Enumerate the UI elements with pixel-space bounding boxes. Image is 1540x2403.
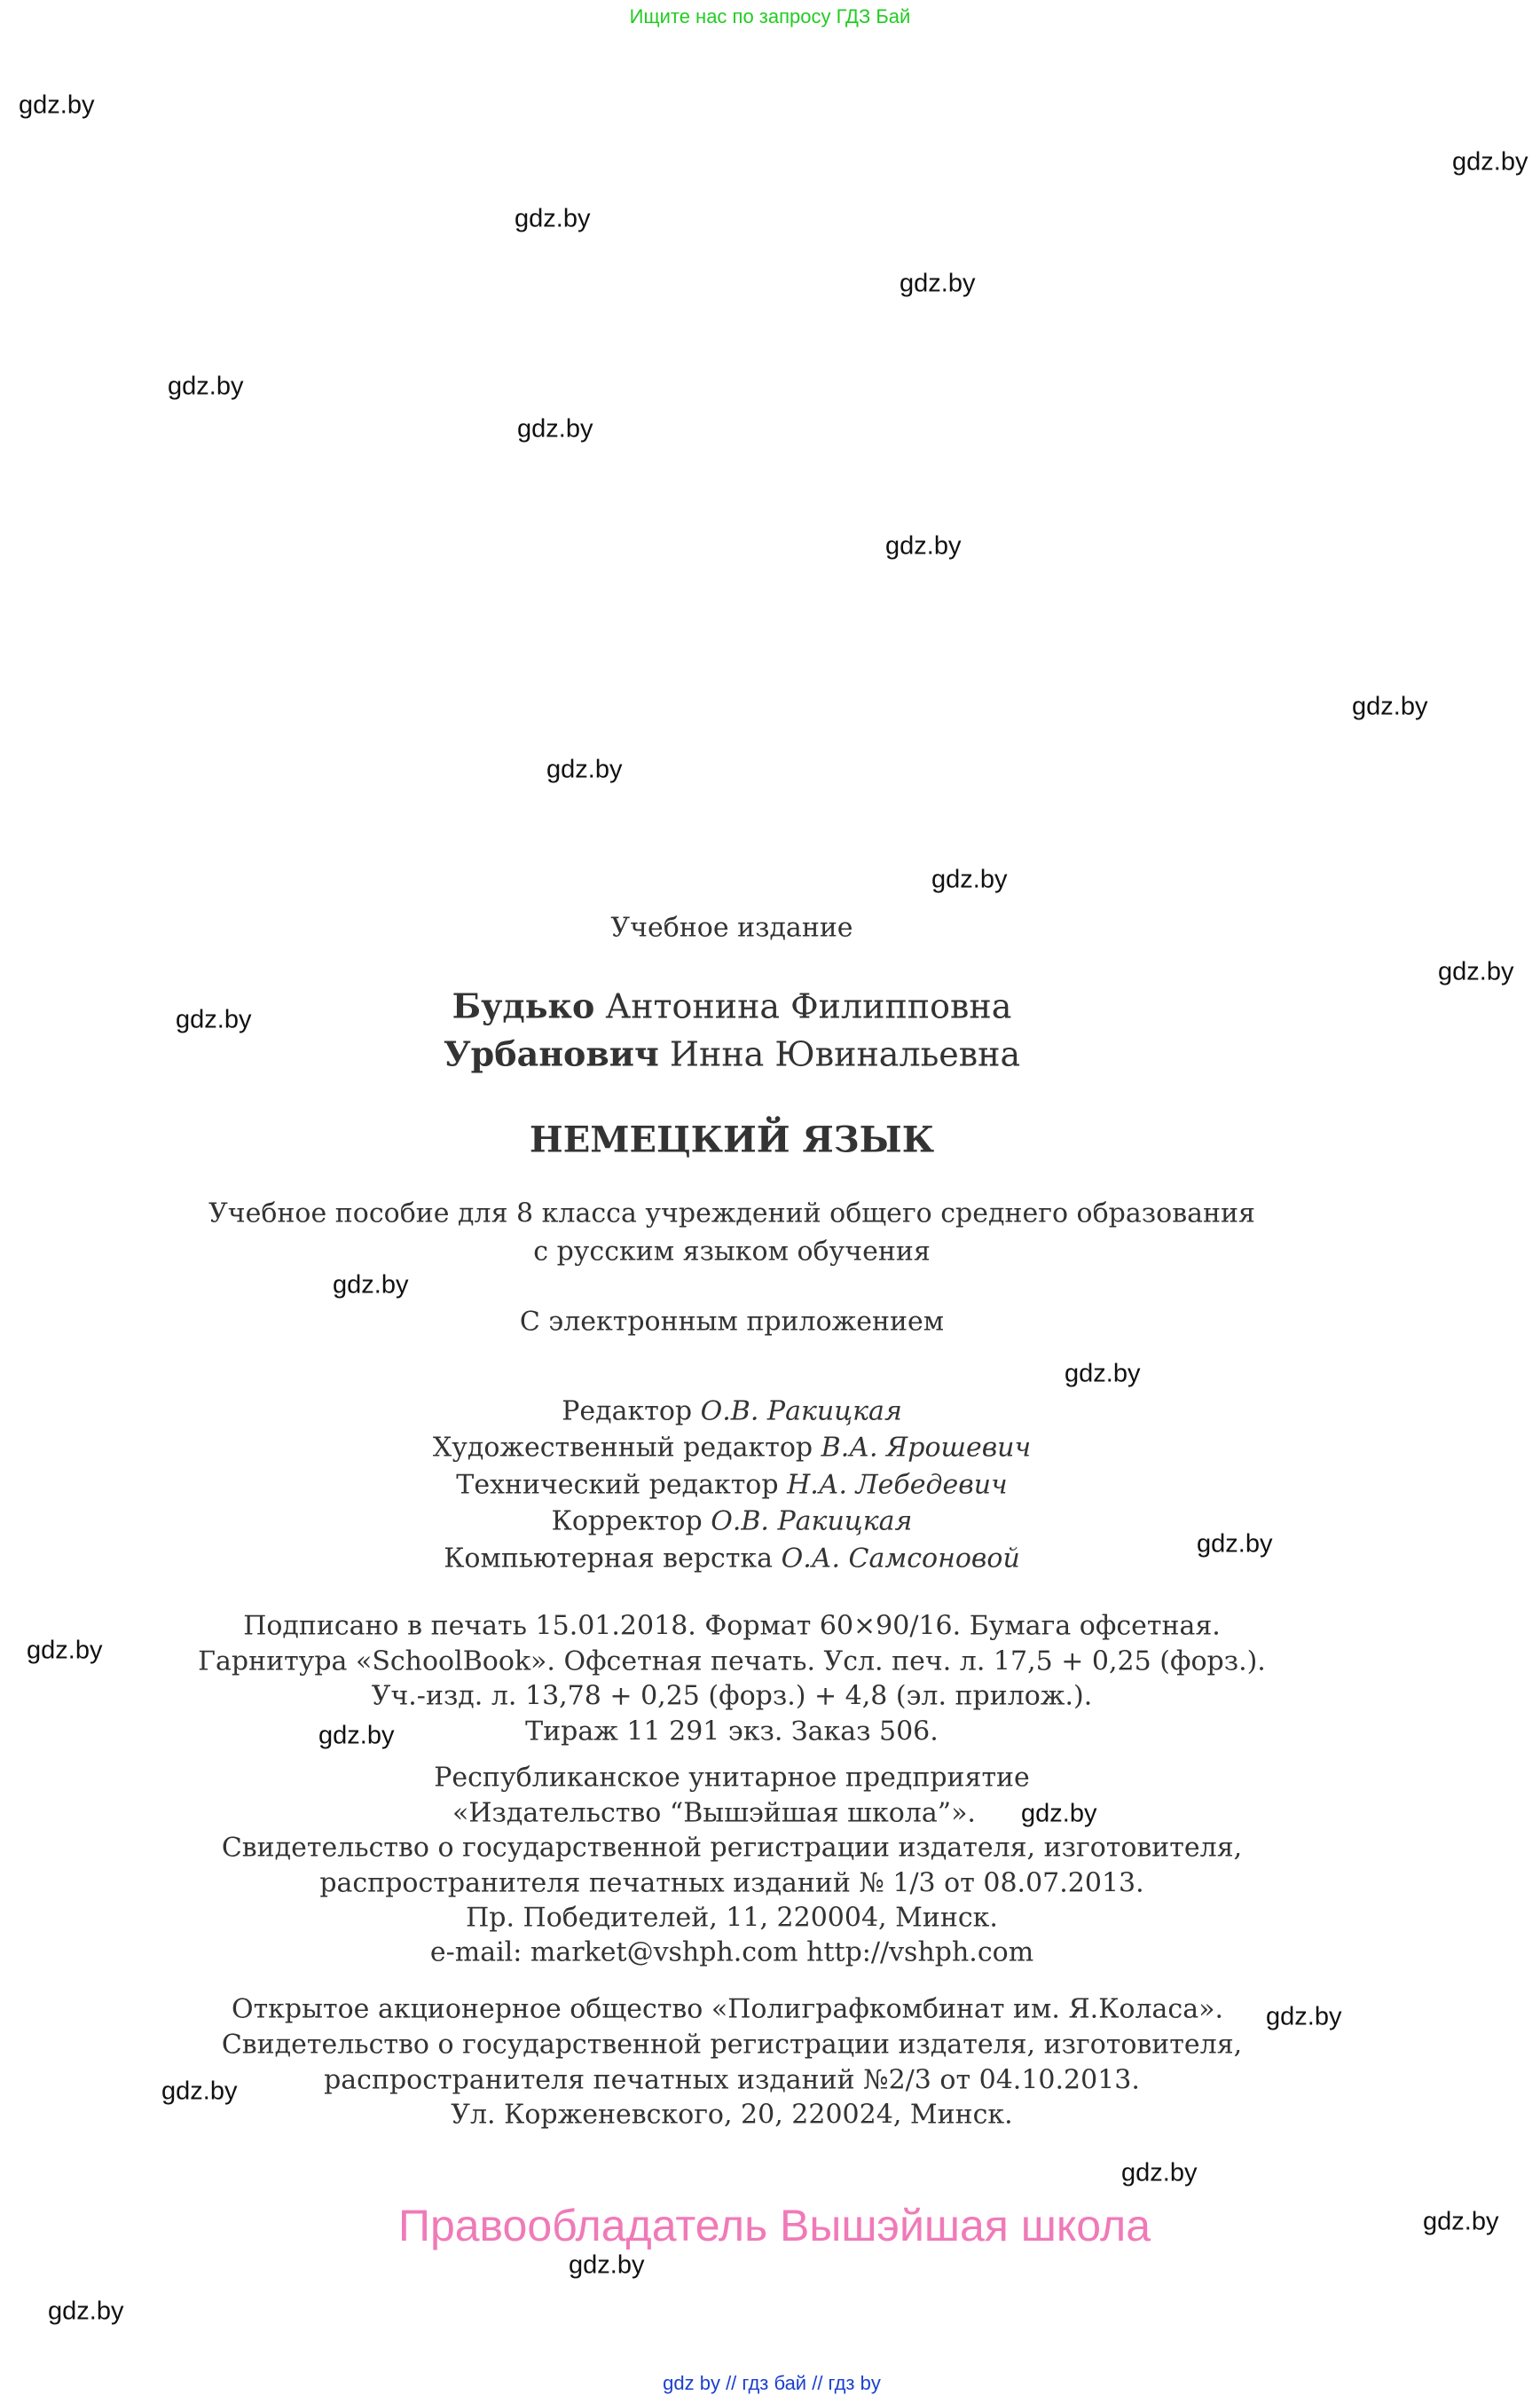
credit-role: Редактор	[562, 1395, 693, 1427]
author-2	[444, 1034, 1020, 1074]
author-surname: Будько	[452, 986, 595, 1026]
copyright-owner: Правообладатель Вышэйшая школа	[398, 2201, 1151, 2250]
watermark: gdz.by	[333, 1270, 409, 1300]
watermark: gdz.by	[27, 1636, 103, 1665]
watermark: gdz.by	[1352, 692, 1428, 721]
watermark: gdz.by	[1266, 2002, 1342, 2031]
printer-line: Свидетельство о государственной регистрации издателя, изготовителя,	[221, 2029, 1243, 2061]
publisher-line: Пр. Победителей, 11, 220004, Минск.	[466, 1902, 998, 1934]
print-info-line: Тираж 11 291 экз. Заказ 506.	[525, 1716, 939, 1747]
watermark: gdz.by	[48, 2297, 124, 2326]
credit-role: Корректор	[551, 1505, 703, 1537]
watermark: gdz.by	[1065, 1359, 1141, 1388]
printer-line: Ул. Корженевского, 20, 220024, Минск.	[451, 2099, 1013, 2131]
print-info-line: Уч.-изд. л. 13,78 + 0,25 (форз.) + 4,8 (эл. прилож.).	[371, 1680, 1093, 1712]
credit-person: О.А. Самсоновой	[781, 1543, 1020, 1575]
watermark: gdz.by	[1438, 957, 1514, 986]
credit-role: Художественный редактор	[432, 1432, 813, 1464]
watermark: gdz.by	[1021, 1799, 1097, 1828]
watermark: gdz.by	[176, 1005, 252, 1034]
watermark: gdz.by	[931, 865, 1008, 894]
watermark: gdz.by	[1121, 2158, 1198, 2187]
credit-line	[456, 1470, 1007, 1501]
watermark: gdz.by	[1452, 147, 1528, 177]
subtitle-line: с русским языком обучения	[533, 1236, 931, 1268]
credit-person: В.А. Ярошевич	[821, 1432, 1032, 1464]
publisher-line: распространителя печатных изданий № 1/3 от 08.07.2013.	[319, 1867, 1144, 1899]
watermark: gdz.by	[900, 269, 976, 298]
print-info-line: Подписано в печать 15.01.2018. Формат 60×90/16. Бумага офсетная.	[243, 1610, 1221, 1642]
watermark: gdz.by	[569, 2250, 645, 2280]
credit-line	[433, 1433, 1031, 1464]
credit-line	[562, 1396, 902, 1427]
watermark: gdz.by	[318, 1721, 395, 1750]
print-info-line: Гарнитура «SchoolBook». Офсетная печать. Усл. печ. л. 17,5 + 0,25 (форз.).	[198, 1645, 1266, 1677]
credit-role: Технический редактор	[456, 1469, 779, 1501]
author-name: Антонина Филипповна	[605, 986, 1012, 1026]
watermark: gdz.by	[515, 204, 591, 233]
watermark: gdz.by	[517, 414, 593, 444]
footer-links[interactable]: gdz by // гдз бай // гдз by	[663, 2372, 881, 2394]
publisher-line: «Издательство “Вышэйшая школа”».	[452, 1797, 976, 1829]
credit-person: Н.А. Лебедевич	[787, 1469, 1008, 1501]
edition-type: Учебное издание	[610, 912, 853, 944]
credit-line	[552, 1506, 913, 1537]
credit-person: О.В. Ракицкая	[711, 1505, 913, 1537]
printer-line: распространителя печатных изданий №2/3 от 04.10.2013.	[324, 2064, 1140, 2096]
author-1	[452, 986, 1012, 1026]
author-surname: Урбанович	[443, 1033, 659, 1074]
credit-person: О.В. Ракицкая	[700, 1395, 902, 1427]
credit-line	[444, 1543, 1020, 1575]
printer-line: Открытое акционерное общество «Полиграфкомбинат им. Я.Коласа».	[231, 1993, 1224, 2025]
watermark: gdz.by	[19, 90, 95, 120]
watermark: gdz.by	[1197, 1529, 1273, 1559]
supplement: С электронным приложением	[519, 1306, 945, 1338]
publisher-contacts: e-mail: market@vshph.com http://vshph.com	[429, 1936, 1034, 1968]
author-name: Инна Ювинальевна	[669, 1034, 1021, 1074]
watermark: gdz.by	[161, 2077, 238, 2106]
watermark: gdz.by	[546, 755, 623, 784]
watermark: gdz.by	[1423, 2207, 1499, 2236]
header-search-link[interactable]: Ищите нас по запросу ГДЗ Бай	[629, 5, 911, 27]
subtitle-line: Учебное пособие для 8 класса учреждений общего среднего образования	[208, 1198, 1255, 1229]
credit-role: Компьютерная верстка	[444, 1543, 774, 1575]
watermark: gdz.by	[885, 531, 962, 561]
publisher-line: Республиканское унитарное предприятие	[434, 1762, 1030, 1794]
publisher-line: Свидетельство о государственной регистрации издателя, изготовителя,	[221, 1832, 1243, 1864]
watermark: gdz.by	[168, 372, 244, 401]
book-title: НЕМЕЦКИЙ ЯЗЫК	[529, 1119, 935, 1161]
